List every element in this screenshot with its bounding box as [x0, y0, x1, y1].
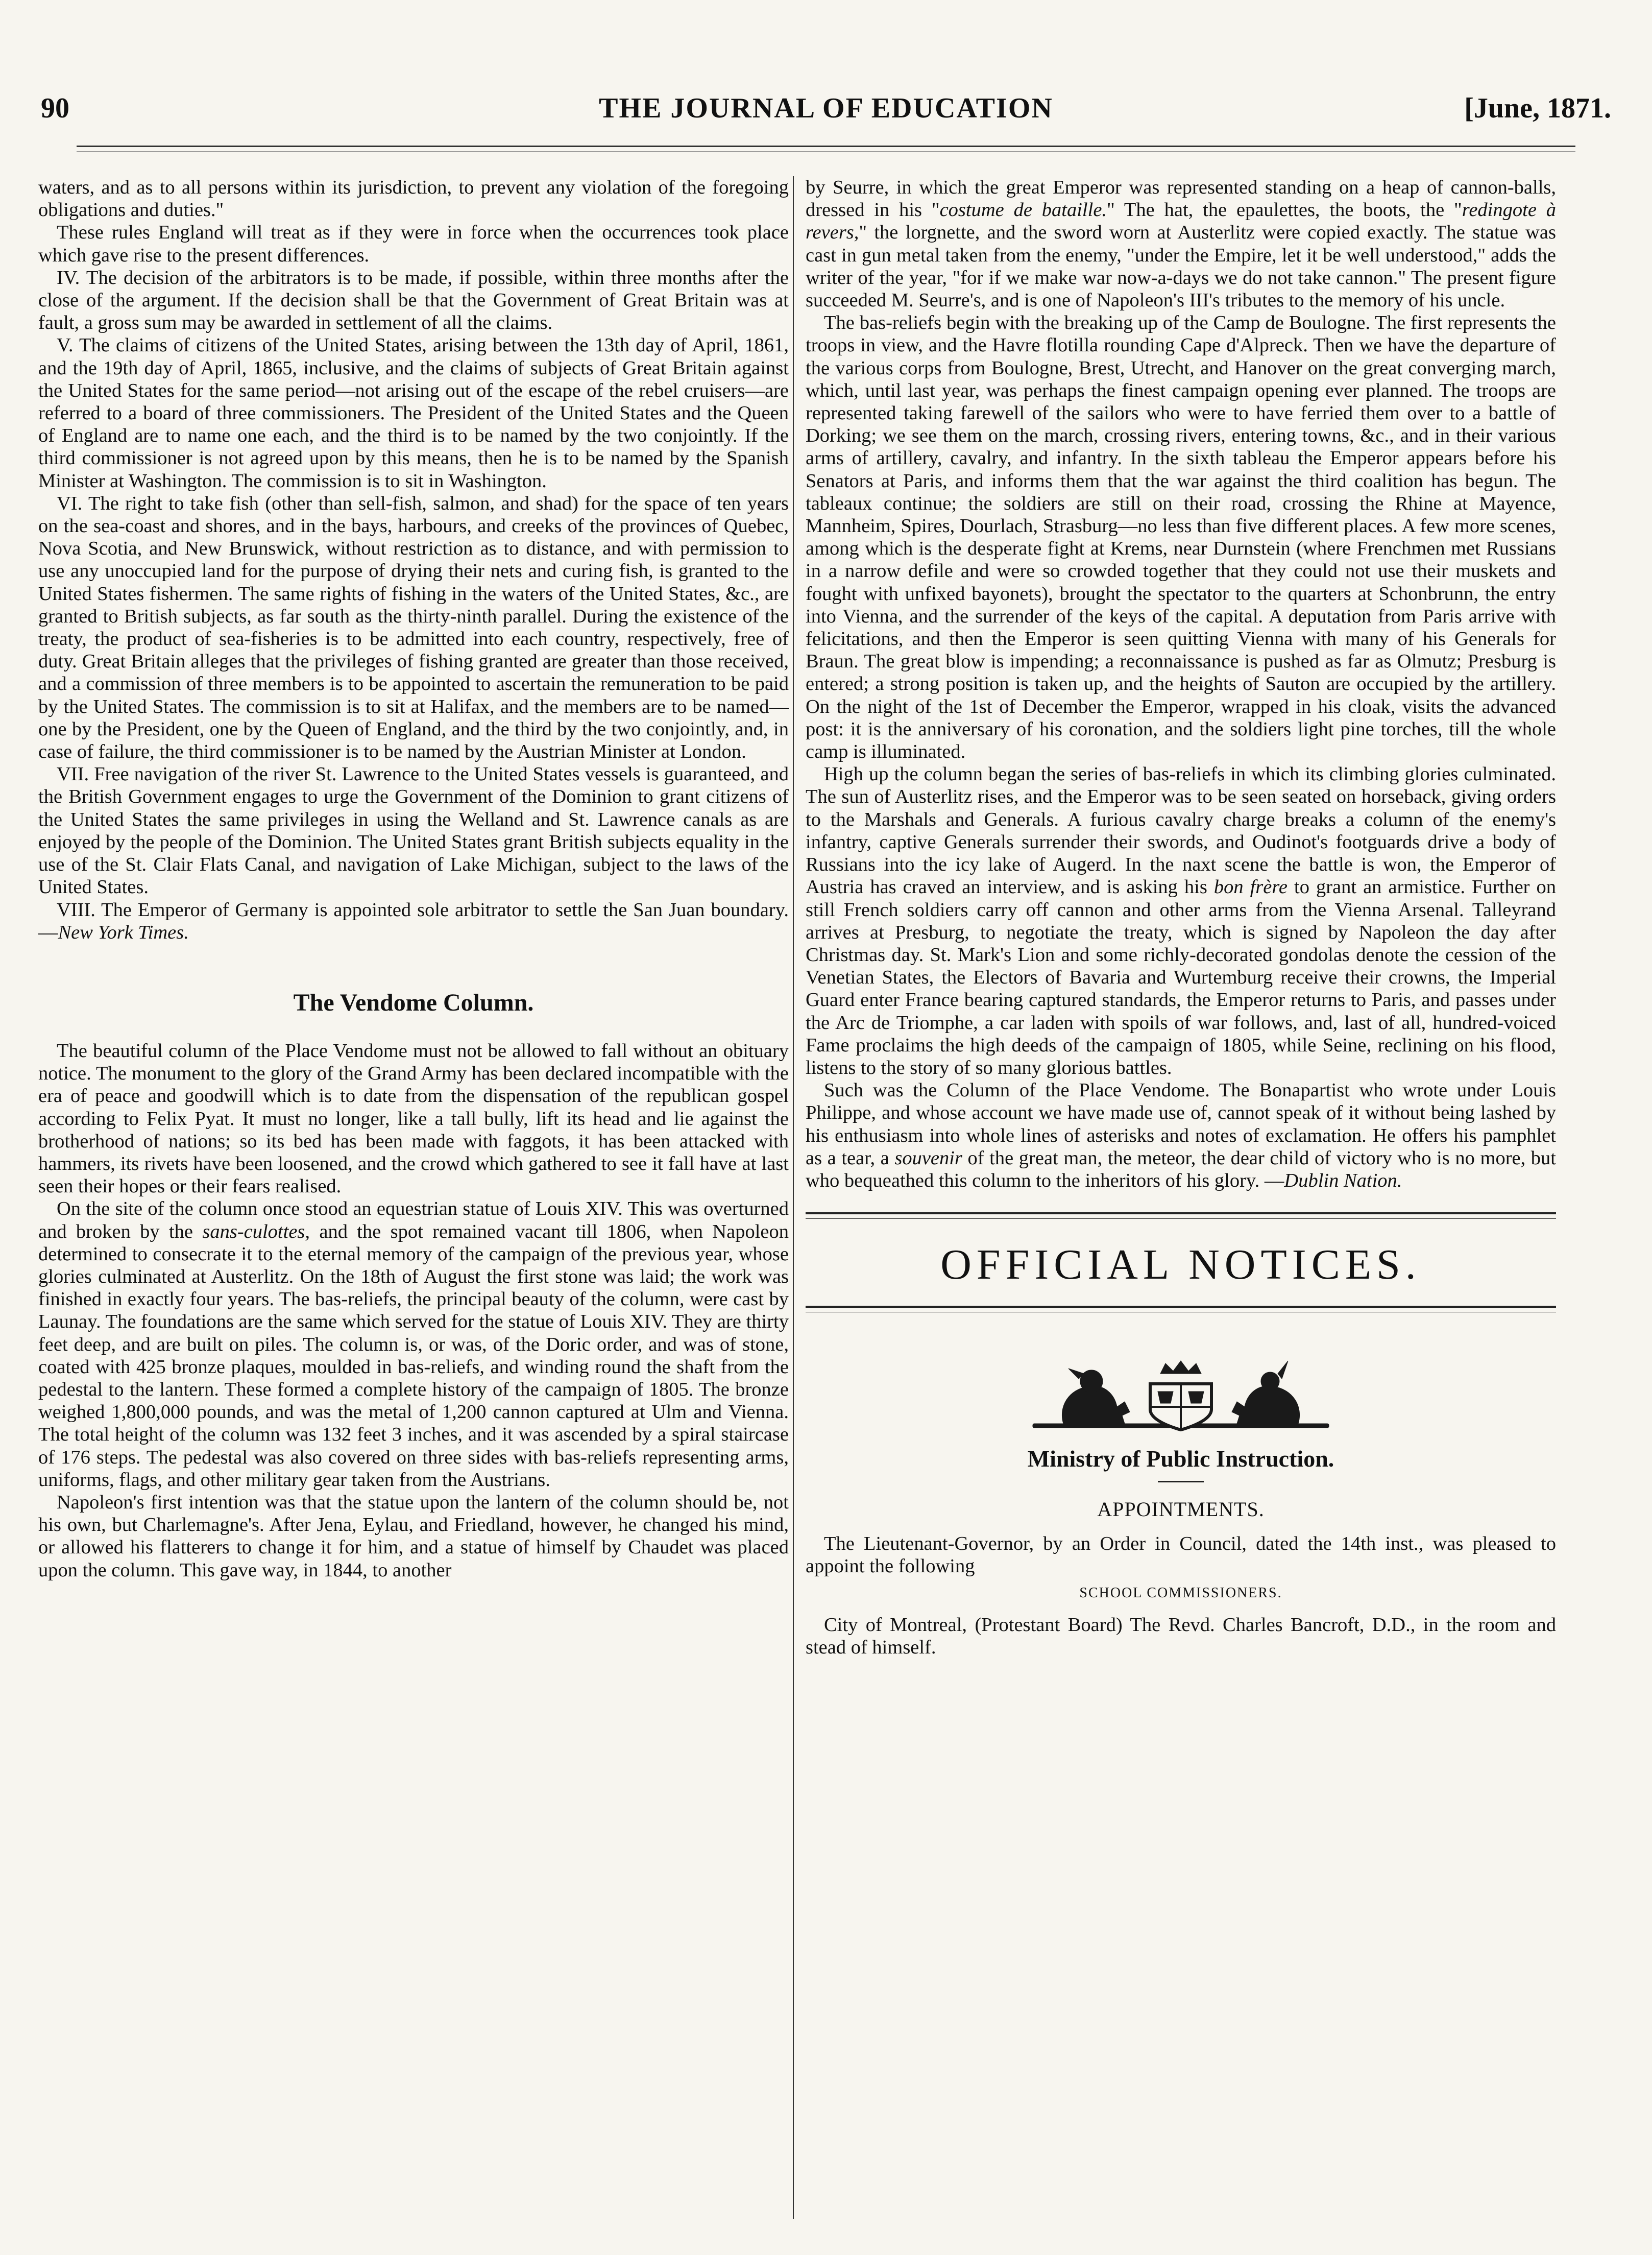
vendome-heading: The Vendome Column.	[293, 989, 534, 1016]
napoleon-paragraph: Napoleon's first intention was that the statue upon the lantern of the column should be, not his own, but Charlemagne's. After Jena, Eylau, and Friedland, however, he changed his mind, or allowed his flatterers to change it for him, and a statue of himself by Chaudet was placed upon the column. This gave way, in 1844, to another	[38, 1491, 789, 1581]
column-divider	[793, 176, 794, 2219]
ministry-heading: Ministry of Public Instruction.	[1027, 1446, 1334, 1472]
appointments-heading: APPOINTMENTS.	[1097, 1498, 1265, 1521]
viii-text: VIII. The Emperor of Germany is appointed sole arbitrator to settle the San Juan boundary.—	[38, 899, 789, 943]
royal-crest-icon	[1002, 1358, 1359, 1435]
highup-paragraph	[806, 763, 1556, 1079]
treaty-paragraph: IV. The decision of the arbitrators is to be made, if possible, within three months after the close of the argument. If the decision shall be that the Government of Great Britain was at fault, a gross sum may be awarded in settlement of all the claims.	[38, 267, 789, 334]
header-rule	[77, 146, 1575, 147]
seurre-italic-1: costume de bataille.	[939, 199, 1107, 221]
treaty-paragraph-viii	[38, 899, 789, 944]
suchwas-post: of the great man, the meteor, the dear child of victory who is no more, but who bequeathed this column to the inheritors of his glory. —	[806, 1147, 1557, 1191]
seurre-italic-2: redingote à revers,	[806, 199, 1557, 244]
suchwas-italic: souvenir	[894, 1147, 962, 1169]
louis-paragraph	[38, 1197, 789, 1491]
vendome-paragraph: The beautiful column of the Place Vendome must not be allowed to fall without an obituary notice. The monument to the glory of the Grand Army has been declared incompatible with the era of peace and goodwill which is to date from the dispensation of the republican gospel according to Felix Pyat. It must no longer, like a tall bully, lift its head and lie against the brotherhood of nations; so its bed has been made with faggots, it has been attacked with hammers, its rivets have been loosened, and the crowd which gathered to see it fall have at last seen their hopes or their fears realised.	[38, 1040, 789, 1197]
ministry-rule	[1158, 1481, 1204, 1482]
montreal-paragraph: City of Montreal, (Protestant Board) The Revd. Charles Bancroft, D.D., in the room and stead of himself.	[806, 1614, 1556, 1658]
louis-italic: sans-culottes,	[202, 1220, 310, 1242]
suchwas-pre: Such was the Column of the Place Vendome. The Bonapartist who wrote under Louis Philippe, and whose account we have made use of, cannot speak of it without being lashed by his enthusiasm into whole lines of asterisks and notes of exclamation. He offers his pamphlet as a tear, a	[806, 1079, 1556, 1169]
treaty-paragraph: These rules England will treat as if they were in force when the occurrences took place which gave rise to the present differences.	[38, 222, 789, 266]
basreliefs-paragraph: The bas-reliefs begin with the breaking up of the Camp de Boulogne. The first represents the troops in view, and the Havre flotilla rounding Cape d'Alpreck. Then we have the departure of the various corps from Boulogne, Brest, Utrecht, and Hanover on the great converging march, which, until last year, was perhaps the finest campaign opening ever planned. The troops are represented taking farewell of the sailors who were to have ferried them over to a battle of Dorking; we see them on the march, crossing rivers, entering towns, &c., and in their various arms of artillery, cavalry, and infantry. In the sixth tableau the Emperor appears before his Senators at Paris, and informs them that the war against the third coalition has begun. The tableaux continue; the soldiers are still on their road, crossing the Rhine at Mayence, Mannheim, Spires, Dourlach, Strasburg—no less than five different places. A few more scenes, among which is the desperate fight at Krems, near Durnstein (where Frenchmen met Russians in a narrow defile and were so crowded together that they could not use their muskets and fought with unfixed bayonets), brought the spectator to the quarters at Schonbrunn, the entry into Vienna, and the surrender of the keys of the capital. A deputation from Paris arrive with felicitations, and then the Emperor is seen quitting Vienna with many of his Generals for Braun. The great blow is impending; a reconnaissance is pushed as far as Olmutz; Presburg is entered; a strong position is taken up, and the heights of Sauton are occupied by the artillery. On the night of the 1st of December the Emperor, wrapped in his cloak, visits the advanced post: it is the anniversary of his coronation, and the soldiers light pine torches, till the whole camp is illuminated.	[806, 312, 1556, 763]
suchwas-source: Dublin Nation.	[1284, 1169, 1402, 1191]
seurre-pre: by Seurre, in which the great Emperor was represented standing on a heap of cannon-balls, dressed in his "	[806, 177, 1556, 221]
viii-source: New York Times.	[58, 921, 189, 943]
highup-italic: bon frère	[1213, 876, 1288, 898]
seurre-mid: " The hat, the epaulettes, the boots, the "	[1107, 199, 1462, 221]
header-rule-thin	[77, 151, 1575, 152]
official-rule-bottom	[806, 1306, 1556, 1312]
page-header	[41, 92, 1611, 133]
official-rule-top	[806, 1212, 1556, 1219]
issue-date: [June, 1871.	[1464, 92, 1611, 124]
louis-text-post: and the spot remained vacant till 1806, when Napoleon determined to consecrate it to the eternal memory of the campaign of the previous year, whose glories culminated at Austerlitz. On the 18th of August the first stone was laid; the work was finished in exactly four years. The bas-reliefs, the principal beauty of the column, were cast by Launay. The foundations are the same which served for the statue of Louis XIV. They are thirty feet deep, and are built on piles. The column is, or was, of the Doric order, and was of stone, coated with 425 bronze plaques, moulded in bas-reliefs, and winding round the shaft from the pedestal to the lantern. These formed a complete history of the campaign of 1805. The bronze weighed 1,800,000 pounds, and was the metal of 1,200 cannon captured at Ulm and Vienna. The total height of the column was 132 feet 3 inches, and it was ascended by a spiral staircase of 176 steps. The pedestal was also covered on three sides with bas-reliefs representing arms, uniforms, flags, and other military gear taken from the Austrians.	[38, 1220, 789, 1491]
page-number: 90	[41, 92, 69, 124]
seurre-paragraph	[806, 176, 1556, 311]
treaty-paragraph: VI. The right to take fish (other than sell-fish, salmon, and shad) for the space of ten years on the sea-coast and shores, and in the bays, harbours, and creeks of the provinces of Quebec, Nova Scotia, and New Brunswick, without restriction as to distance, and with permission to use any unoccupied land for the purpose of drying their nets and curing fish, is granted to the United States fishermen. The same rights of fishing in the waters of the United States, &c., are granted to British subjects, as far south as the thirty-ninth parallel. During the existence of the treaty, the product of sea-fisheries is to be admitted into each country, respectively, free of duty. Great Britain alleges that the privileges of fishing granted are greater than those received, and a commission of three members is to be appointed to ascertain the remuneration to be paid by the United States. The commission is to sit at Halifax, and the members are to be named—one by the President, one by the Queen of England, and the third by the two conjointly, and, in case of failure, the third commissioner is to be named by the Austrian Minister at London.	[38, 492, 789, 763]
highup-pre: High up the column began the series of bas-reliefs in which its climbing glories culminated. The sun of Austerlitz rises, and the Emperor was to be seen seated on horseback, giving orders to the Marshals and Generals. A furious cavalry charge breaks a column of the enemy's infantry, captive Generals surrender their swords, and Oudinot's footguards drive a body of Russians into the icy lake of Augerd. In the naxt scene the battle is won, the Emperor of Austria has craved an interview, and is asking his	[806, 763, 1556, 898]
official-notices-heading: OFFICIAL NOTICES.	[940, 1241, 1421, 1289]
left-column	[38, 176, 789, 1581]
treaty-paragraph: VII. Free navigation of the river St. Lawrence to the United States vessels is guaranteed, and the British Government engages to urge the Government of the Dominion to grant citizens of the United States the same privileges in using the Welland and St. Lawrence canals as are enjoyed by the people of the Dominion. The United States grant British subjects equality in the use of the St. Clair Flats Canal, and navigation of Lake Michigan, subject to the laws of the United States.	[38, 763, 789, 898]
highup-post: to grant an armistice. Further on still French soldiers carry off cannon and other arms from the Vienna Arsenal. Talleyrand arrives at Presburg, to negotiate the treaty, which is signed by Napoleon the day after Christmas day. St. Mark's Lion and some richly-decorated gondolas denote the cession of the Venetian States, the Electors of Bavaria and Wurtemburg receive their crowns, the Imperial Guard enter France bearing captured standards, the Emperor returns to Paris, and passes under the Arc de Triomphe, a car laden with spoils of war follows, and, last of all, hundred-voiced Fame proclaims the high deeds of the campaign of 1805, while Seine, reclining on his flood, listens to the story of so many glorious battles.	[806, 876, 1556, 1078]
journal-title: THE JOURNAL OF EDUCATION	[599, 92, 1053, 124]
lt-governor-paragraph: The Lieutenant-Governor, by an Order in Council, dated the 14th inst., was pleased to appoint the following	[806, 1533, 1556, 1577]
seurre-post: " the lorgnette, and the sword worn at Austerlitz were copied exactly. The statue was cast in gun metal taken from the enemy, "under the Empire, let it be well understood," adds the writer of the year, "for if we make war now-a-days we do not take cannon." The present figure succeeded M. Seurre's, and is one of Napoleon's III's tributes to the memory of his uncle.	[806, 222, 1556, 311]
suchwas-paragraph	[806, 1079, 1556, 1192]
treaty-paragraph: V. The claims of citizens of the United States, arising between the 13th day of April, 1861, and the 19th day of April, 1865, inclusive, and the claims of subjects of Great Britain against the United States for the same period—not arising out of the escape of the rebel cruisers—are referred to a board of three commissioners. The President of the United States and the Queen of England are to name one each, and the third is to be named by the two conjointly. If the third commissioner is not agreed upon by this means, then he is to be named by the Spanish Minister at Washington. The commission is to sit in Washington.	[38, 334, 789, 492]
right-column	[806, 176, 1556, 1659]
school-commissioners-heading: SCHOOL COMMISSIONERS.	[1079, 1585, 1282, 1601]
louis-text-pre: On the site of the column once stood an equestrian statue of Louis XIV. This was overturned and broken by the	[38, 1198, 789, 1242]
treaty-paragraph: waters, and as to all persons within its jurisdiction, to prevent any violation of the foregoing obligations and duties."	[38, 177, 789, 221]
